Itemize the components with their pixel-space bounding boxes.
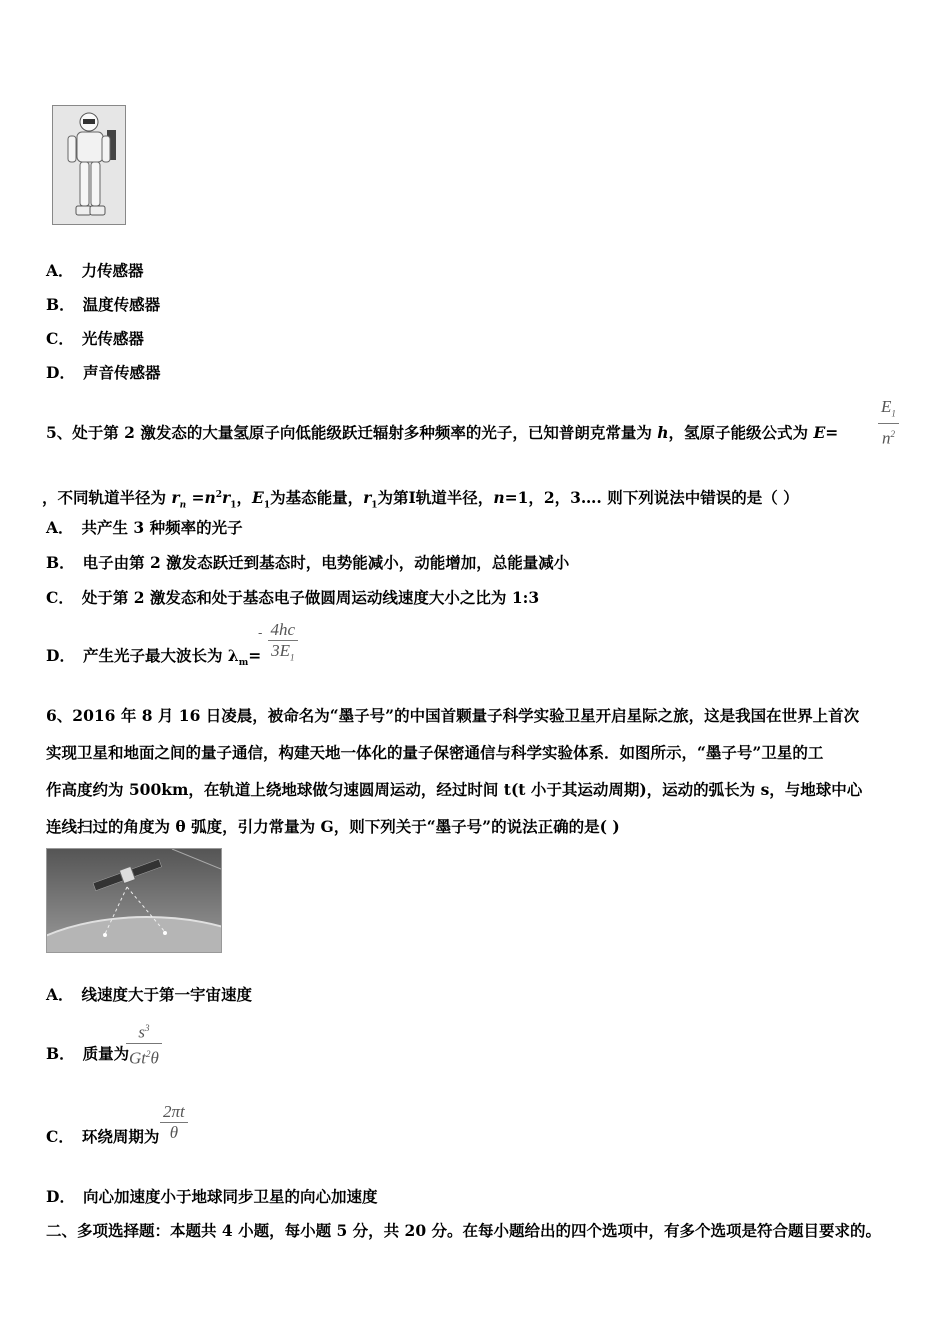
q6-option-b-fraction: $\frac{s^3}{Gt^2\theta}$ (126, 1018, 162, 1068)
q6-stem-line3: 作高度约为 500km，在轨道上绕地球做匀速圆周运动，经过时间 t(t 小于其运动周期)，运动的弧长为 s，与地球中心 (46, 780, 863, 799)
q5-energy-fraction: $\frac{E_1}{n^2}$ (878, 397, 899, 449)
q6-option-c: C． 环绕周期为 (46, 1127, 160, 1146)
q5-option-b: B． 电子由第 2 激发态跃迁到基态时，电势能减小，动能增加，总能量减小 (46, 553, 570, 572)
q5-option-d-fraction: - $\frac{4hc}{3E_1}$ (258, 620, 298, 667)
q6-stem-line4: 连线扫过的角度为 θ 弧度，引力常量为 G，则下列关于“墨子号”的说法正确的是( ) (46, 817, 620, 836)
q5-option-d: D． 产生光子最大波长为 $\lambda_m=$ (46, 646, 262, 669)
robot-image (52, 105, 126, 225)
q6-option-b: B． 质量为 (46, 1044, 130, 1063)
section-2-heading: 二、多项选择题：本题共 4 小题，每小题 5 分，共 20 分。在每小题给出的四个选项中，有多个选项是符合题目要求的。 (46, 1221, 882, 1240)
satellite-image (46, 848, 222, 953)
q5-option-c: C． 处于第 2 激发态和处于基态电子做圆周运动线速度大小之比为 1:3 (46, 588, 540, 607)
q4-option-b: B． 温度传感器 (46, 295, 161, 314)
q4-option-d: D． 声音传感器 (46, 363, 161, 382)
q5-stem-line2: ，不同轨道半径为 $r_n =n^2r_1$，$E_1$为基态能量，$r_1$为第Ⅰ轨道半径，n=1，2，3…. 则下列说法中错误的是（ ） (42, 488, 799, 511)
q6-option-d: D． 向心加速度小于地球同步卫星的向心加速度 (46, 1187, 378, 1206)
q6-stem-line2: 实现卫星和地面之间的量子通信，构建天地一体化的量子保密通信与科学实验体系．如图所示，“墨子号”卫星的工 (46, 743, 824, 762)
q5-stem-line1: 5、处于第 2 激发态的大量氢原子向低能级跃迁辐射多种频率的光子，已知普朗克常量为 h，氢原子能级公式为 E= (46, 423, 839, 442)
q6-option-a: A． 线速度大于第一宇宙速度 (46, 985, 253, 1004)
q4-option-a: A． 力传感器 (46, 261, 144, 280)
q6-stem-line1: 6、2016 年 8 月 16 日凌晨，被命名为“墨子号”的中国首颗量子科学实验卫星开启星际之旅，这是我国在世界上首次 (46, 706, 860, 725)
q4-option-c: C． 光传感器 (46, 329, 144, 348)
q6-option-c-fraction: $\frac{2\pi t}{\theta}$ (160, 1102, 188, 1143)
q5-option-a: A． 共产生 3 种频率的光子 (46, 518, 243, 537)
